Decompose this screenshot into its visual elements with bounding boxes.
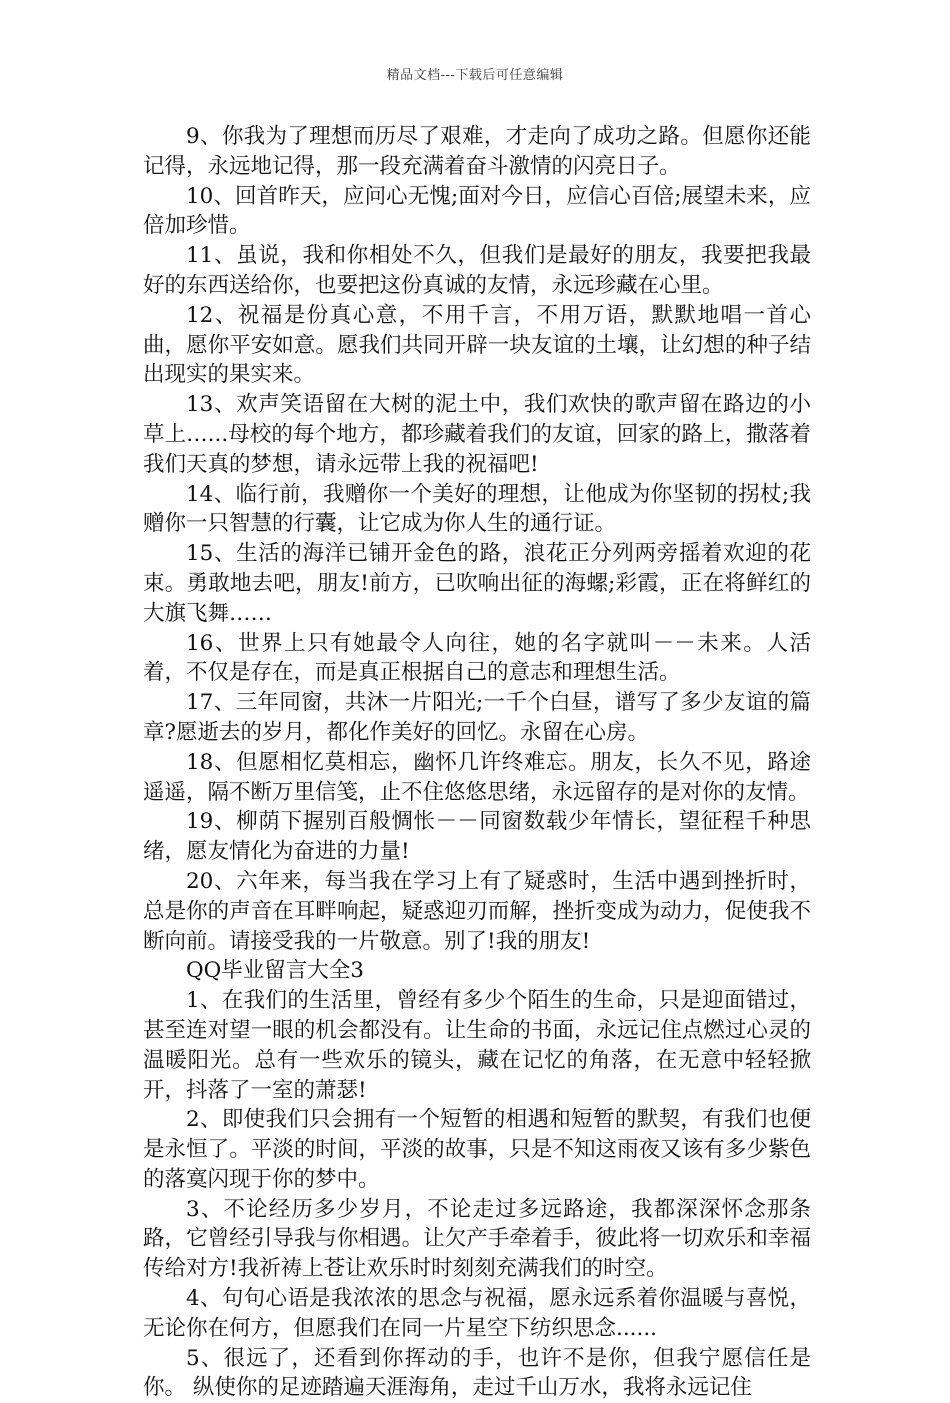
paragraph-20: 20、六年来，每当我在学习上有了疑惑时，生活中遇到挫折时，总是你的声音在耳畔响起，疑惑迎刃而解，挫折变成为动力，促使我不断向前。请接受我的一片敬意。别了!我的朋友!: [143, 868, 811, 954]
paragraph-9: 9、你我为了理想而历尽了艰难，才走向了成功之路。但愿你还能记得，永远地记得，那一段充满着奋斗激情的闪亮日子。: [143, 124, 811, 179]
page-header: 精品文档---下载后可任意编辑: [386, 68, 564, 83]
paragraph-12: 12、祝福是份真心意，不用千言，不用万语，默默地唱一首心曲，愿你平安如意。愿我们共同开辟一块友谊的土壤，让幻想的种子结出现实的果实来。: [143, 302, 811, 388]
section3-paragraph-1: 1、在我们的生活里，曾经有多少个陌生的生命，只是迎面错过，甚至连对望一眼的机会都没有。让生命的书面，永远记住点燃过心灵的温暖阳光。总有一些欢乐的镜头，藏在记忆的角落，在无意中轻轻掀开，抖落了一室的萧瑟!: [143, 988, 811, 1103]
section3-paragraph-4: 4、句句心语是我浓浓的思念与祝福，愿永远系着你温暖与喜悦，无论你在何方，但愿我们在同一片星空下纺织思念......: [143, 1286, 811, 1341]
paragraph-10: 10、回首昨天，应问心无愧;面对今日，应信心百倍;展望未来，应倍加珍惜。: [143, 183, 811, 239]
paragraph-11: 11、虽说，我和你相处不久，但我们是最好的朋友，我要把我最好的东西送给你，也要把这份真诚的友情，永远珍藏在心里。: [143, 243, 811, 298]
section3-paragraph-5: 5、很远了，还看到你挥动的手，也许不是你，但我宁愿信任是你。 纵使你的足迹踏遍天涯海角，走过千山万水，我将永远记住: [143, 1345, 811, 1401]
paragraph-19: 19、柳荫下握别百般惆怅－－同窗数载少年情长，望征程千种思绪，愿友情化为奋进的力量!: [143, 809, 811, 865]
paragraph-16: 16、世界上只有她最令人向往，她的名字就叫－－未来。人活着，不仅是存在，而是真正根据自己的意志和理想生活。: [143, 630, 811, 686]
document-body: [143, 122, 811, 1403]
paragraph-14: 14、临行前，我赠你一个美好的理想，让他成为你坚韧的拐杖;我赠你一只智慧的行囊，让它成为你人生的通行证。: [143, 481, 811, 537]
paragraph-13: 13、欢声笑语留在大树的泥土中，我们欢快的歌声留在路边的小草上…...母校的每个地方，都珍藏着我们的友谊，回家的路上，撒落着我们天真的梦想，请永远带上我的祝福吧!: [143, 392, 811, 477]
paragraph-18: 18、但愿相忆莫相忘，幽怀几许终难忘。朋友，长久不见，路途遥遥，隔不断万里信笺，止不住悠悠思绪，永远留存的是对你的友情。: [143, 749, 811, 805]
section3-paragraph-3: 3、不论经历多少岁月，不论走过多远路途，我都深深怀念那条路，它曾经引导我与你相遇。让欠产手牵着手，彼此将一切欢乐和幸福传给对方!我祈祷上苍让欢乐时时刻刻充满我们的时空。: [143, 1196, 811, 1282]
paragraph-17: 17、三年同窗，共沐一片阳光;一千个白昼，谱写了多少友谊的篇章?愿逝去的岁月，都化作美好的回忆。永留在心房。: [143, 690, 811, 745]
paragraph-15: 15、生活的海洋已铺开金色的路，浪花正分列两旁摇着欢迎的花束。勇敢地去吧，朋友!前方，已吹响出征的海螺;彩霞，正在将鲜红的大旗飞舞……: [143, 541, 811, 626]
section3-paragraph-2: 2、即使我们只会拥有一个短暂的相遇和短暂的默契，有我们也便是永恒了。平淡的时间，平淡的故事，只是不知这雨夜又该有多少紫色的落寞闪现于你的梦中。: [143, 1107, 811, 1192]
section-heading: QQ毕业留言大全3: [186, 958, 364, 984]
